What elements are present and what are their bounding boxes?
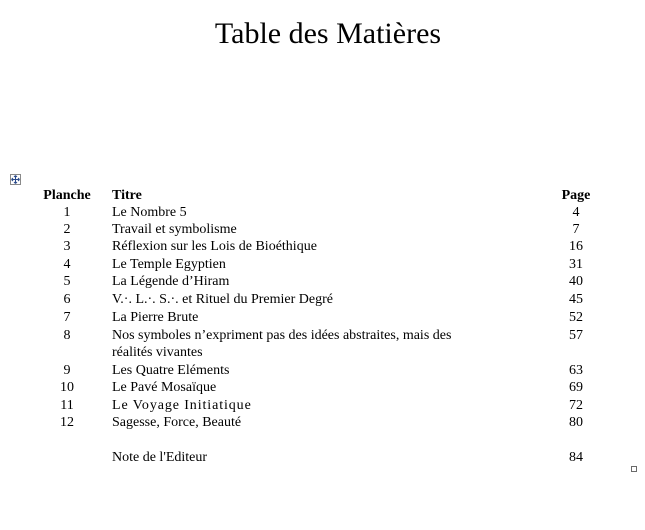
row-number: 9 — [63, 363, 71, 378]
table-resize-handle-icon[interactable] — [631, 466, 637, 472]
row-title: Travail et symbolisme — [112, 222, 237, 237]
row-title: Le Nombre 5 — [112, 205, 187, 220]
row-title: La Pierre Brute — [112, 310, 199, 325]
row-page: 69 — [569, 380, 583, 395]
header-titre: Titre — [112, 188, 142, 203]
row-title: Le Voyage Initiatique — [112, 398, 252, 413]
row-title: Réflexion sur les Lois de Bioéthique — [112, 239, 317, 254]
row-number: 4 — [63, 257, 71, 272]
row-number: 8 — [63, 328, 71, 343]
row-page: 4 — [572, 205, 580, 220]
row-number: 11 — [60, 398, 74, 413]
row-page: 45 — [569, 292, 583, 307]
row-number: 2 — [63, 222, 71, 237]
row-number: 3 — [63, 239, 71, 254]
editor-note-title: Note de l'Editeur — [112, 450, 208, 465]
row-page: 31 — [569, 257, 583, 272]
row-number: 7 — [63, 310, 71, 325]
document-title: Table des Matières — [214, 17, 442, 50]
row-title: Les Quatre Eléments — [112, 363, 230, 378]
row-number: 5 — [63, 274, 71, 289]
row-page: 52 — [569, 310, 583, 325]
row-page: 40 — [569, 274, 583, 289]
row-number: 1 — [63, 205, 71, 220]
row-page: 72 — [569, 398, 583, 413]
row-number: 12 — [60, 415, 74, 430]
row-number: 10 — [60, 380, 74, 395]
row-page: 63 — [569, 363, 583, 378]
row-page: 16 — [569, 239, 583, 254]
row-page: 57 — [569, 328, 583, 343]
row-title: Nos symboles n’expriment pas des idées abstraites, mais des réalités vivantes — [112, 328, 452, 360]
editor-note-page: 84 — [569, 450, 583, 465]
row-number: 6 — [63, 292, 71, 307]
row-title: Sagesse, Force, Beauté — [112, 415, 242, 430]
row-page: 80 — [569, 415, 583, 430]
row-page: 7 — [572, 222, 580, 237]
row-title: V.·. L.·. S.·. et Rituel du Premier Degré — [112, 292, 333, 307]
row-title: La Légende d’Hiram — [112, 274, 230, 289]
row-title: Le Temple Egyptien — [112, 257, 226, 272]
header-planche: Planche — [43, 188, 91, 203]
header-page: Page — [561, 188, 591, 203]
row-title: Le Pavé Mosaïque — [112, 380, 217, 395]
